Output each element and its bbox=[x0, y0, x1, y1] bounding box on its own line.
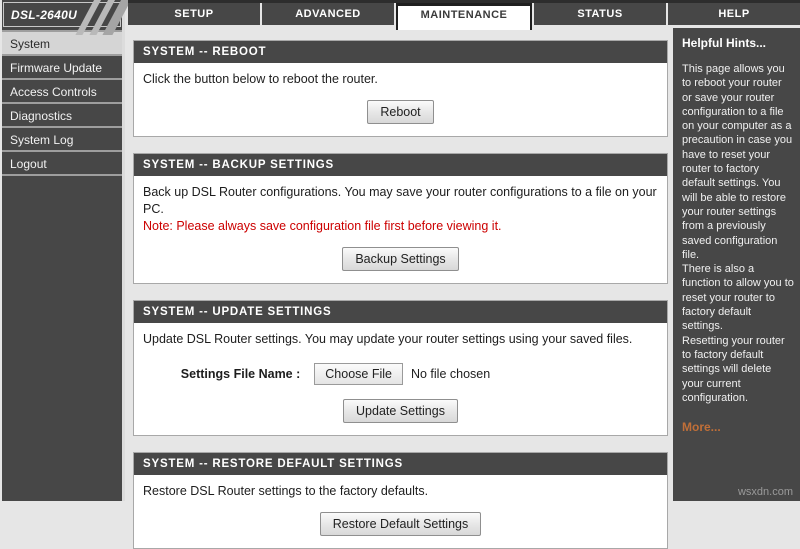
choose-file-button[interactable]: Choose File bbox=[314, 363, 403, 385]
settings-file-label: Settings File Name : bbox=[180, 367, 301, 382]
section-update-title: SYSTEM -- UPDATE SETTINGS bbox=[134, 301, 667, 323]
section-restore-defaults bbox=[133, 452, 668, 549]
sidebar-item-access-controls[interactable]: Access Controls bbox=[2, 80, 122, 104]
device-model-label: DSL-2640U bbox=[11, 8, 78, 22]
sidebar-item-system[interactable]: System bbox=[2, 32, 122, 56]
hints-paragraph: Resetting your router to factory default settings will delete your current configuration. bbox=[682, 334, 785, 404]
section-restore-title: SYSTEM -- RESTORE DEFAULT SETTINGS bbox=[134, 453, 667, 475]
sidebar-item-firmware-update[interactable]: Firmware Update bbox=[2, 56, 122, 80]
section-update-settings bbox=[133, 300, 668, 437]
main-content bbox=[128, 25, 673, 532]
sidebar-item-logout[interactable]: Logout bbox=[2, 152, 122, 176]
left-sidebar bbox=[2, 0, 125, 501]
update-description: Update DSL Router settings. You may update your router settings using your saved files. bbox=[143, 331, 633, 346]
section-backup-settings bbox=[133, 153, 668, 284]
tab-help[interactable]: HELP bbox=[668, 3, 800, 25]
sidebar-menu bbox=[2, 30, 122, 176]
section-backup-title: SYSTEM -- BACKUP SETTINGS bbox=[134, 154, 667, 176]
update-settings-button[interactable]: Update Settings bbox=[343, 399, 458, 423]
backup-settings-button[interactable]: Backup Settings bbox=[342, 247, 458, 271]
section-reboot-title: SYSTEM -- REBOOT bbox=[134, 41, 667, 63]
top-tab-bar bbox=[128, 0, 800, 25]
backup-note: Note: Please always save configuration file first before viewing it. bbox=[143, 218, 502, 233]
restore-description: Restore DSL Router settings to the factory defaults. bbox=[143, 484, 429, 499]
sidebar-item-system-log[interactable]: System Log bbox=[2, 128, 122, 152]
tab-advanced[interactable]: ADVANCED bbox=[262, 3, 394, 25]
tab-setup[interactable]: SETUP bbox=[128, 3, 260, 25]
sidebar-item-diagnostics[interactable]: Diagnostics bbox=[2, 104, 122, 128]
section-reboot bbox=[133, 40, 668, 137]
settings-file-row bbox=[143, 363, 528, 385]
helpful-hints-panel bbox=[673, 28, 800, 501]
hints-paragraph: This page allows you to reboot your router or save your router configuration to a file on your computer as a precaution in case you have to reset your router to factory default settings. You will be able to restore your router settings from a previously saved configuration file. bbox=[682, 63, 793, 261]
hints-paragraph: There is also a function to allow you to reset your router to factory default settings. bbox=[682, 263, 794, 333]
watermark-text: wsxdn.com bbox=[737, 486, 793, 498]
reboot-description: Click the button below to reboot the router. bbox=[143, 72, 378, 86]
hints-title: Helpful Hints... bbox=[682, 36, 766, 50]
device-logo bbox=[3, 2, 121, 27]
file-chosen-status: No file chosen bbox=[410, 367, 491, 382]
tab-maintenance[interactable]: MAINTENANCE bbox=[396, 3, 532, 30]
more-link[interactable]: More... bbox=[682, 420, 721, 435]
reboot-button[interactable]: Reboot bbox=[367, 100, 433, 124]
backup-description: Back up DSL Router configurations. You may save your router configurations to a file on your PC. bbox=[143, 184, 657, 216]
restore-default-settings-button[interactable]: Restore Default Settings bbox=[320, 512, 482, 536]
tab-status[interactable]: STATUS bbox=[534, 3, 666, 25]
